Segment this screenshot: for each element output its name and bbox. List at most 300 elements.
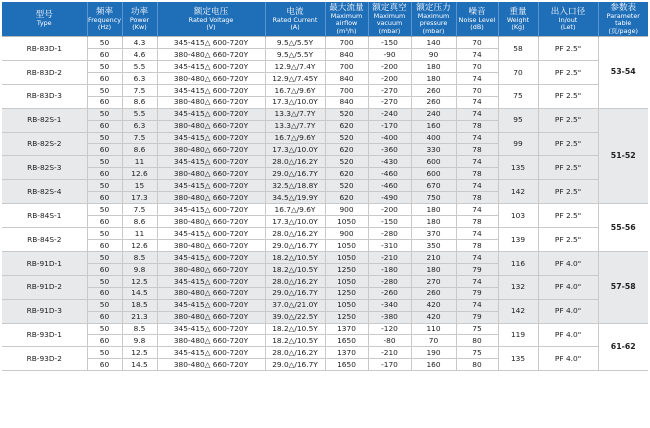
- vacuum-cell: -180: [368, 263, 411, 275]
- weight-cell: 132: [498, 275, 538, 299]
- noise-cell: 75: [456, 323, 498, 335]
- current-cell: 28.0△/16.2Y: [265, 347, 325, 359]
- voltage-cell: 345-415△ 600-720Y: [157, 37, 265, 49]
- model-type: RB-84S-1: [2, 204, 87, 228]
- power-cell: 7.5: [122, 204, 157, 216]
- noise-cell: 79: [456, 311, 498, 323]
- frequency-cell: 50: [87, 84, 122, 96]
- noise-cell: 70: [456, 60, 498, 72]
- frequency-cell: 50: [87, 228, 122, 240]
- noise-cell: 74: [456, 299, 498, 311]
- voltage-cell: 345-415△ 600-720Y: [157, 299, 265, 311]
- voltage-cell: 380-480△ 660-720Y: [157, 144, 265, 156]
- power-cell: 18.5: [122, 299, 157, 311]
- voltage-cell: 380-480△ 660-720Y: [157, 216, 265, 228]
- voltage-cell: 345-415△ 600-720Y: [157, 275, 265, 287]
- weight-cell: 135: [498, 347, 538, 371]
- vacuum-cell: -280: [368, 228, 411, 240]
- weight-cell: 103: [498, 204, 538, 228]
- vacuum-cell: -210: [368, 251, 411, 263]
- model-type: RB-93D-2: [2, 347, 87, 371]
- col-airflow: 最大流量 Maximum airflow (m³/h): [325, 2, 368, 37]
- vacuum-cell: -150: [368, 37, 411, 49]
- inout-cell: PF 2.5": [538, 37, 598, 61]
- weight-cell: 135: [498, 156, 538, 180]
- airflow-cell: 700: [325, 84, 368, 96]
- model-type: RB-91D-3: [2, 299, 87, 323]
- current-cell: 16.7△/9.6Y: [265, 84, 325, 96]
- model-type: RB-83D-1: [2, 37, 87, 61]
- frequency-cell: 60: [87, 72, 122, 84]
- inout-cell: PF 4.0": [538, 251, 598, 275]
- power-cell: 14.5: [122, 359, 157, 371]
- noise-cell: 70: [456, 84, 498, 96]
- power-cell: 8.5: [122, 323, 157, 335]
- inout-cell: PF 2.5": [538, 84, 598, 108]
- inout-cell: PF 2.5": [538, 156, 598, 180]
- power-cell: 11: [122, 228, 157, 240]
- current-cell: 12.9△/7.45Y: [265, 72, 325, 84]
- inout-cell: PF 4.0": [538, 347, 598, 371]
- airflow-cell: 520: [325, 180, 368, 192]
- pressure-cell: 90: [411, 48, 456, 60]
- vacuum-cell: -460: [368, 180, 411, 192]
- frequency-cell: 60: [87, 120, 122, 132]
- frequency-cell: 50: [87, 204, 122, 216]
- vacuum-cell: -200: [368, 60, 411, 72]
- vacuum-cell: -430: [368, 156, 411, 168]
- col-power: 功率 Power (Kw): [122, 2, 157, 37]
- param-page-cell: 61-62: [598, 323, 648, 371]
- noise-cell: 80: [456, 335, 498, 347]
- frequency-cell: 60: [87, 192, 122, 204]
- noise-cell: 74: [456, 156, 498, 168]
- col-pressure: 额定压力 Maximum pressure (mbar): [411, 2, 456, 37]
- voltage-cell: 345-415△ 600-720Y: [157, 323, 265, 335]
- model-type: RB-91D-1: [2, 251, 87, 275]
- airflow-cell: 1050: [325, 239, 368, 251]
- vacuum-cell: -270: [368, 96, 411, 108]
- airflow-cell: 620: [325, 144, 368, 156]
- pressure-cell: 270: [411, 275, 456, 287]
- frequency-cell: 60: [87, 239, 122, 251]
- frequency-cell: 50: [87, 347, 122, 359]
- noise-cell: 74: [456, 275, 498, 287]
- table-row: [2, 299, 648, 311]
- col-vacuum: 额定真空 Maximum vacuum (mbar): [368, 2, 411, 37]
- table-row: [2, 84, 648, 96]
- pressure-cell: 210: [411, 251, 456, 263]
- vacuum-cell: -120: [368, 323, 411, 335]
- frequency-cell: 50: [87, 132, 122, 144]
- spec-table: [2, 2, 648, 371]
- pressure-cell: 190: [411, 347, 456, 359]
- vacuum-cell: -170: [368, 120, 411, 132]
- voltage-cell: 380-480△ 660-720Y: [157, 263, 265, 275]
- table-row: [2, 228, 648, 240]
- voltage-cell: 345-415△ 600-720Y: [157, 251, 265, 263]
- airflow-cell: 620: [325, 120, 368, 132]
- voltage-cell: 345-415△ 600-720Y: [157, 180, 265, 192]
- vacuum-cell: -260: [368, 287, 411, 299]
- voltage-cell: 380-480△ 660-720Y: [157, 72, 265, 84]
- weight-cell: 75: [498, 84, 538, 108]
- current-cell: 17.3△/10.0Y: [265, 216, 325, 228]
- frequency-cell: 60: [87, 263, 122, 275]
- pressure-cell: 420: [411, 299, 456, 311]
- airflow-cell: 1250: [325, 287, 368, 299]
- airflow-cell: 1370: [325, 347, 368, 359]
- weight-cell: 95: [498, 108, 538, 132]
- voltage-cell: 380-480△ 660-720Y: [157, 335, 265, 347]
- pressure-cell: 350: [411, 239, 456, 251]
- voltage-cell: 345-415△ 600-720Y: [157, 108, 265, 120]
- pressure-cell: 240: [411, 108, 456, 120]
- power-cell: 8.6: [122, 144, 157, 156]
- noise-cell: 78: [456, 239, 498, 251]
- airflow-cell: 700: [325, 60, 368, 72]
- airflow-cell: 1650: [325, 359, 368, 371]
- frequency-cell: 60: [87, 168, 122, 180]
- table-row: [2, 275, 648, 287]
- inout-cell: PF 2.5": [538, 60, 598, 84]
- header-row: [2, 2, 648, 37]
- airflow-cell: 840: [325, 72, 368, 84]
- current-cell: 17.3△/10.0Y: [265, 144, 325, 156]
- noise-cell: 74: [456, 48, 498, 60]
- inout-cell: PF 2.5": [538, 204, 598, 228]
- table-row: [2, 37, 648, 49]
- pressure-cell: 160: [411, 120, 456, 132]
- current-cell: 29.0△/16.7Y: [265, 287, 325, 299]
- voltage-cell: 380-480△ 660-720Y: [157, 192, 265, 204]
- current-cell: 32.5△/18.8Y: [265, 180, 325, 192]
- pressure-cell: 400: [411, 132, 456, 144]
- noise-cell: 74: [456, 180, 498, 192]
- col-current: 电流 Rated Current (A): [265, 2, 325, 37]
- current-cell: 9.5△/5.5Y: [265, 48, 325, 60]
- noise-cell: 70: [456, 37, 498, 49]
- current-cell: 37.0△/21.0Y: [265, 299, 325, 311]
- airflow-cell: 1370: [325, 323, 368, 335]
- col-param: 参数表 Parameter table (页/page): [598, 2, 648, 37]
- airflow-cell: 620: [325, 192, 368, 204]
- pressure-cell: 180: [411, 60, 456, 72]
- current-cell: 29.0△/16.7Y: [265, 359, 325, 371]
- inout-cell: PF 4.0": [538, 323, 598, 347]
- power-cell: 12.6: [122, 168, 157, 180]
- voltage-cell: 380-480△ 660-720Y: [157, 96, 265, 108]
- voltage-cell: 380-480△ 660-720Y: [157, 120, 265, 132]
- voltage-cell: 380-480△ 660-720Y: [157, 311, 265, 323]
- power-cell: 5.5: [122, 60, 157, 72]
- inout-cell: PF 2.5": [538, 180, 598, 204]
- power-cell: 17.3: [122, 192, 157, 204]
- col-voltage: 额定电压 Rated Voltage (V): [157, 2, 265, 37]
- power-cell: 21.3: [122, 311, 157, 323]
- vacuum-cell: -360: [368, 144, 411, 156]
- vacuum-cell: -240: [368, 108, 411, 120]
- current-cell: 13.3△/7.7Y: [265, 120, 325, 132]
- power-cell: 5.5: [122, 108, 157, 120]
- weight-cell: 142: [498, 299, 538, 323]
- pressure-cell: 70: [411, 335, 456, 347]
- vacuum-cell: -270: [368, 84, 411, 96]
- weight-cell: 139: [498, 228, 538, 252]
- current-cell: 16.7△/9.6Y: [265, 204, 325, 216]
- pressure-cell: 180: [411, 72, 456, 84]
- spec-body: [2, 37, 648, 371]
- pressure-cell: 600: [411, 156, 456, 168]
- power-cell: 7.5: [122, 84, 157, 96]
- current-cell: 17.3△/10.0Y: [265, 96, 325, 108]
- noise-cell: 79: [456, 263, 498, 275]
- frequency-cell: 50: [87, 156, 122, 168]
- col-noise: 噪音 Noise Level (dB): [456, 2, 498, 37]
- current-cell: 12.9△/7.4Y: [265, 60, 325, 72]
- voltage-cell: 345-415△ 600-720Y: [157, 228, 265, 240]
- pressure-cell: 180: [411, 263, 456, 275]
- power-cell: 8.6: [122, 96, 157, 108]
- voltage-cell: 380-480△ 660-720Y: [157, 48, 265, 60]
- model-type: RB-82S-4: [2, 180, 87, 204]
- col-frequency: 频率 Frequency (Hz): [87, 2, 122, 37]
- voltage-cell: 380-480△ 660-720Y: [157, 287, 265, 299]
- noise-cell: 74: [456, 132, 498, 144]
- noise-cell: 75: [456, 347, 498, 359]
- frequency-cell: 50: [87, 323, 122, 335]
- frequency-cell: 60: [87, 287, 122, 299]
- vacuum-cell: -460: [368, 168, 411, 180]
- table-row: [2, 323, 648, 335]
- vacuum-cell: -400: [368, 132, 411, 144]
- table-row: [2, 132, 648, 144]
- model-type: RB-84S-2: [2, 228, 87, 252]
- current-cell: 28.0△/16.2Y: [265, 275, 325, 287]
- current-cell: 16.7△/9.6Y: [265, 132, 325, 144]
- model-type: RB-82S-3: [2, 156, 87, 180]
- voltage-cell: 345-415△ 600-720Y: [157, 347, 265, 359]
- pressure-cell: 180: [411, 204, 456, 216]
- vacuum-cell: -200: [368, 72, 411, 84]
- vacuum-cell: -210: [368, 347, 411, 359]
- vacuum-cell: -150: [368, 216, 411, 228]
- frequency-cell: 60: [87, 335, 122, 347]
- frequency-cell: 50: [87, 275, 122, 287]
- frequency-cell: 50: [87, 37, 122, 49]
- table-row: [2, 204, 648, 216]
- weight-cell: 99: [498, 132, 538, 156]
- noise-cell: 74: [456, 251, 498, 263]
- vacuum-cell: -280: [368, 275, 411, 287]
- power-cell: 9.8: [122, 263, 157, 275]
- noise-cell: 79: [456, 287, 498, 299]
- power-cell: 4.6: [122, 48, 157, 60]
- noise-cell: 74: [456, 228, 498, 240]
- pressure-cell: 160: [411, 359, 456, 371]
- noise-cell: 78: [456, 120, 498, 132]
- airflow-cell: 620: [325, 168, 368, 180]
- frequency-cell: 60: [87, 359, 122, 371]
- voltage-cell: 380-480△ 660-720Y: [157, 239, 265, 251]
- voltage-cell: 345-415△ 600-720Y: [157, 156, 265, 168]
- airflow-cell: 900: [325, 228, 368, 240]
- voltage-cell: 345-415△ 600-720Y: [157, 204, 265, 216]
- inout-cell: PF 2.5": [538, 108, 598, 132]
- param-page-cell: 53-54: [598, 37, 648, 109]
- noise-cell: 74: [456, 204, 498, 216]
- voltage-cell: 380-480△ 660-720Y: [157, 168, 265, 180]
- noise-cell: 78: [456, 216, 498, 228]
- current-cell: 18.2△/10.5Y: [265, 335, 325, 347]
- table-row: [2, 251, 648, 263]
- power-cell: 6.3: [122, 72, 157, 84]
- voltage-cell: 345-415△ 600-720Y: [157, 60, 265, 72]
- frequency-cell: 60: [87, 144, 122, 156]
- airflow-cell: 520: [325, 156, 368, 168]
- current-cell: 34.5△/19.9Y: [265, 192, 325, 204]
- airflow-cell: 1050: [325, 299, 368, 311]
- pressure-cell: 370: [411, 228, 456, 240]
- weight-cell: 119: [498, 323, 538, 347]
- model-type: RB-82S-2: [2, 132, 87, 156]
- current-cell: 28.0△/16.2Y: [265, 156, 325, 168]
- power-cell: 8.6: [122, 216, 157, 228]
- power-cell: 6.3: [122, 120, 157, 132]
- table-row: [2, 60, 648, 72]
- param-page-cell: 57-58: [598, 251, 648, 323]
- inout-cell: PF 2.5": [538, 132, 598, 156]
- model-type: RB-91D-2: [2, 275, 87, 299]
- param-page-cell: 51-52: [598, 108, 648, 204]
- pressure-cell: 330: [411, 144, 456, 156]
- current-cell: 18.2△/10.5Y: [265, 323, 325, 335]
- model-type: RB-93D-1: [2, 323, 87, 347]
- model-type: RB-83D-2: [2, 60, 87, 84]
- current-cell: 9.5△/5.5Y: [265, 37, 325, 49]
- weight-cell: 142: [498, 180, 538, 204]
- inout-cell: PF 2.5": [538, 228, 598, 252]
- vacuum-cell: -170: [368, 359, 411, 371]
- voltage-cell: 380-480△ 660-720Y: [157, 359, 265, 371]
- airflow-cell: 1250: [325, 263, 368, 275]
- model-type: RB-82S-1: [2, 108, 87, 132]
- airflow-cell: 1250: [325, 311, 368, 323]
- noise-cell: 78: [456, 144, 498, 156]
- noise-cell: 80: [456, 359, 498, 371]
- frequency-cell: 60: [87, 216, 122, 228]
- col-inout: 出入口径 In/out (Let): [538, 2, 598, 37]
- vacuum-cell: -490: [368, 192, 411, 204]
- col-weight: 重量 Weight (Kg): [498, 2, 538, 37]
- pressure-cell: 670: [411, 180, 456, 192]
- col-type: 型号 Type: [2, 2, 87, 37]
- airflow-cell: 900: [325, 204, 368, 216]
- power-cell: 12.5: [122, 347, 157, 359]
- power-cell: 12.6: [122, 239, 157, 251]
- table-row: [2, 108, 648, 120]
- pressure-cell: 260: [411, 287, 456, 299]
- noise-cell: 74: [456, 108, 498, 120]
- noise-cell: 78: [456, 192, 498, 204]
- current-cell: 29.0△/16.7Y: [265, 239, 325, 251]
- voltage-cell: 345-415△ 600-720Y: [157, 84, 265, 96]
- airflow-cell: 840: [325, 48, 368, 60]
- table-row: [2, 156, 648, 168]
- airflow-cell: 1650: [325, 335, 368, 347]
- noise-cell: 74: [456, 96, 498, 108]
- airflow-cell: 1050: [325, 216, 368, 228]
- param-page-cell: 55-56: [598, 204, 648, 252]
- weight-cell: 116: [498, 251, 538, 275]
- table-row: [2, 347, 648, 359]
- power-cell: 4.3: [122, 37, 157, 49]
- vacuum-cell: -380: [368, 311, 411, 323]
- power-cell: 11: [122, 156, 157, 168]
- airflow-cell: 1050: [325, 251, 368, 263]
- frequency-cell: 50: [87, 60, 122, 72]
- power-cell: 14.5: [122, 287, 157, 299]
- pressure-cell: 600: [411, 168, 456, 180]
- pressure-cell: 750: [411, 192, 456, 204]
- noise-cell: 78: [456, 168, 498, 180]
- frequency-cell: 50: [87, 299, 122, 311]
- airflow-cell: 520: [325, 132, 368, 144]
- inout-cell: PF 4.0": [538, 299, 598, 323]
- vacuum-cell: -310: [368, 239, 411, 251]
- noise-cell: 74: [456, 72, 498, 84]
- current-cell: 18.2△/10.5Y: [265, 263, 325, 275]
- airflow-cell: 520: [325, 108, 368, 120]
- table-row: [2, 180, 648, 192]
- weight-cell: 70: [498, 60, 538, 84]
- pressure-cell: 180: [411, 216, 456, 228]
- frequency-cell: 50: [87, 108, 122, 120]
- pressure-cell: 110: [411, 323, 456, 335]
- pressure-cell: 260: [411, 96, 456, 108]
- airflow-cell: 1050: [325, 275, 368, 287]
- power-cell: 7.5: [122, 132, 157, 144]
- inout-cell: PF 4.0": [538, 275, 598, 299]
- power-cell: 15: [122, 180, 157, 192]
- current-cell: 13.3△/7.7Y: [265, 108, 325, 120]
- vacuum-cell: -90: [368, 48, 411, 60]
- vacuum-cell: -200: [368, 204, 411, 216]
- power-cell: 8.5: [122, 251, 157, 263]
- airflow-cell: 700: [325, 37, 368, 49]
- vacuum-cell: -340: [368, 299, 411, 311]
- frequency-cell: 50: [87, 251, 122, 263]
- frequency-cell: 60: [87, 48, 122, 60]
- current-cell: 29.0△/16.7Y: [265, 168, 325, 180]
- pressure-cell: 260: [411, 84, 456, 96]
- model-type: RB-83D-3: [2, 84, 87, 108]
- pressure-cell: 420: [411, 311, 456, 323]
- frequency-cell: 50: [87, 180, 122, 192]
- vacuum-cell: -80: [368, 335, 411, 347]
- power-cell: 9.8: [122, 335, 157, 347]
- weight-cell: 58: [498, 37, 538, 61]
- current-cell: 18.2△/10.5Y: [265, 251, 325, 263]
- frequency-cell: 60: [87, 311, 122, 323]
- airflow-cell: 840: [325, 96, 368, 108]
- pressure-cell: 140: [411, 37, 456, 49]
- voltage-cell: 345-415△ 600-720Y: [157, 132, 265, 144]
- frequency-cell: 60: [87, 96, 122, 108]
- current-cell: 39.0△/22.5Y: [265, 311, 325, 323]
- power-cell: 12.5: [122, 275, 157, 287]
- current-cell: 28.0△/16.2Y: [265, 228, 325, 240]
